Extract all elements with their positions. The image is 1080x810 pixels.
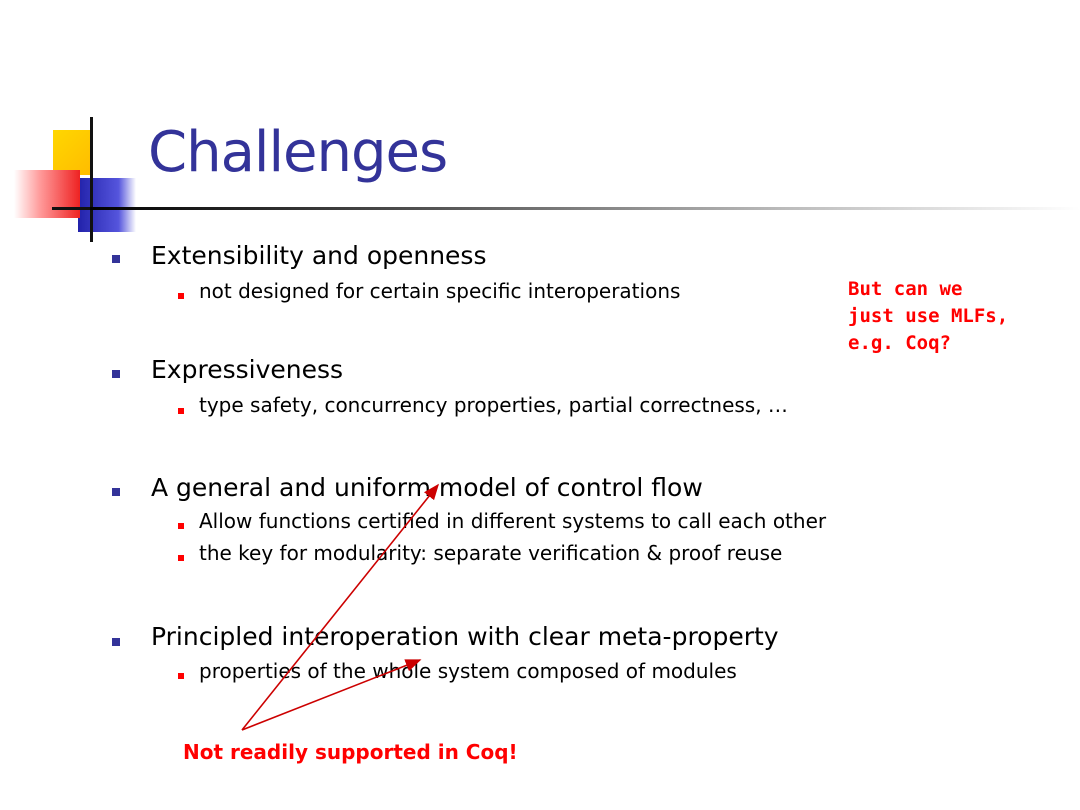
bullet-expressiveness: Expressiveness: [151, 355, 344, 384]
side-note-line: just use MLFs,: [848, 305, 1009, 327]
sub-bullet-type-safety: type safety, concurrency properties, partial correctness, …: [199, 393, 788, 417]
side-note-line: But can we: [848, 278, 963, 300]
arrow-to-control-flow: [242, 485, 438, 730]
sub-bullet-not-designed: not designed for certain specific interoperations: [199, 279, 681, 303]
bullet-interoperation: Principled interoperation with clear meta-property: [151, 622, 779, 651]
arrow-to-interoperation: [242, 660, 420, 730]
slide-title: Challenges: [148, 120, 448, 185]
bullet-extensibility: Extensibility and openness: [151, 241, 487, 270]
sub-bullet-modularity: the key for modularity: separate verification & proof reuse: [199, 541, 783, 565]
bullet-control-flow: A general and uniform model of control flow: [151, 473, 703, 502]
bottom-note-coq: Not readily supported in Coq!: [183, 740, 518, 764]
sub-bullet-properties: properties of the whole system composed of modules: [199, 659, 737, 683]
sub-bullet-allow-functions: Allow functions certified in different systems to call each other: [199, 509, 827, 533]
side-note-line: e.g. Coq?: [848, 332, 951, 354]
